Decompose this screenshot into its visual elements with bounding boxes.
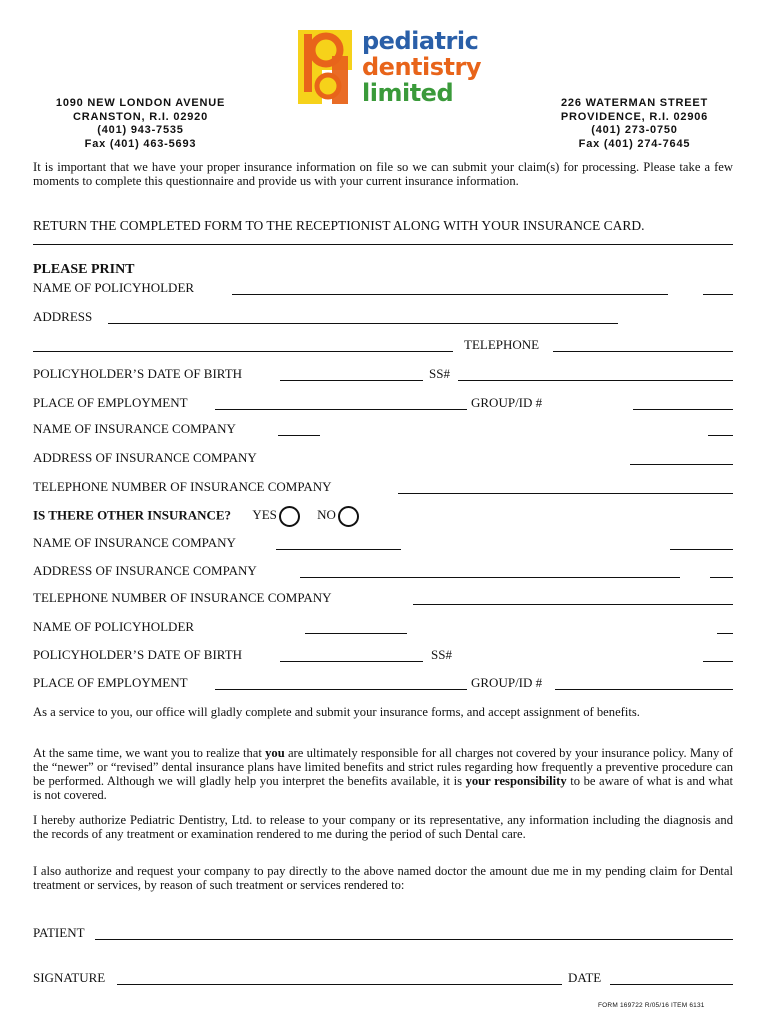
label-insurance-phone-2: TELEPHONE NUMBER OF INSURANCE COMPANY: [33, 590, 332, 605]
right-office-address: [522, 97, 747, 151]
other-insurance-row: [33, 506, 359, 527]
insurance-company-2-field-end[interactable]: [670, 549, 733, 550]
responsibility-paragraph: [33, 746, 733, 802]
patient-field[interactable]: [95, 939, 733, 940]
insurance-company-field-end[interactable]: [708, 435, 733, 436]
left-office-address: [28, 97, 253, 151]
resp-text-responsibility: your responsibility: [465, 774, 567, 788]
signature-field[interactable]: [117, 984, 562, 985]
return-note: RETURN THE COMPLETED FORM TO THE RECEPTIONIST ALONG WITH YOUR INSURANCE CARD.: [33, 218, 645, 233]
employment-2-field[interactable]: [215, 689, 467, 690]
date-field[interactable]: [610, 984, 733, 985]
dob-2-field[interactable]: [280, 661, 423, 662]
please-print-heading: PLEASE PRINT: [33, 262, 135, 277]
dob-field[interactable]: [280, 380, 423, 381]
resp-text-a: At the same time, we want you to realize that: [33, 746, 266, 760]
form-number: FORM 169722 R/05/16 ITEM 6131: [598, 1002, 705, 1009]
insurance-company-field[interactable]: [278, 435, 320, 436]
address-line: Fax (401) 463-5693: [84, 137, 197, 150]
insurance-address-field[interactable]: [630, 464, 733, 465]
label-dob: POLICYHOLDER’S DATE OF BIRTH: [33, 366, 243, 381]
label-date: DATE: [568, 970, 602, 985]
no-radio[interactable]: [338, 506, 359, 527]
employment-field[interactable]: [215, 409, 467, 410]
practice-logo: [296, 26, 496, 108]
service-paragraph: As a service to you, our office will gladly complete and submit your insurance forms, and accept assignment of benefits.: [33, 705, 640, 719]
address-line: (401) 273-0750: [591, 124, 678, 136]
yes-radio[interactable]: [279, 506, 300, 527]
insurance-address-2-field-end[interactable]: [710, 577, 733, 578]
policyholder-name-2-field-end[interactable]: [717, 633, 733, 634]
address-line: PROVIDENCE, R.I. 02906: [560, 110, 709, 123]
address-line: CRANSTON, R.I. 02920: [72, 110, 208, 123]
logo-text-pediatric: pediatric: [362, 27, 479, 55]
insurance-phone-2-field[interactable]: [413, 604, 733, 605]
label-other-insurance: IS THERE OTHER INSURANCE?: [33, 507, 232, 523]
address-line: Fax (401) 274-7645: [578, 137, 691, 150]
logo-pd-mark-icon: [296, 26, 358, 108]
address-line: 1090 NEW LONDON AVENUE: [55, 97, 226, 109]
payment-authorization-paragraph: I also authorize and request your company to pay directly to the above named doctor the amount due me in my pending claim for Dental treatment or services, by reason of such treatment or services rendered to:: [33, 864, 733, 892]
label-signature: SIGNATURE: [33, 970, 106, 985]
label-policyholder-name-2: NAME OF POLICYHOLDER: [33, 619, 195, 634]
resp-text-c: to be aware of what is and what is not covered.: [33, 774, 733, 802]
label-ss: SS#: [429, 366, 450, 381]
label-ss-2: SS#: [431, 647, 452, 662]
address-field[interactable]: [108, 323, 618, 324]
intro-paragraph: It is important that we have your proper insurance information on file so we can submit your claim(s) for processing. Please take a few moments to complete this questionnaire and provide us with your current insurance information.: [33, 160, 733, 188]
label-telephone: TELEPHONE: [464, 337, 540, 352]
group-id-2-field[interactable]: [555, 689, 733, 690]
label-dob-2: POLICYHOLDER’S DATE OF BIRTH: [33, 647, 243, 662]
label-employment: PLACE OF EMPLOYMENT: [33, 395, 188, 410]
insurance-phone-field[interactable]: [398, 493, 733, 494]
insurance-company-2-field[interactable]: [276, 549, 401, 550]
telephone-field[interactable]: [553, 351, 733, 352]
label-address: ADDRESS: [33, 309, 93, 324]
policyholder-name-field[interactable]: [232, 294, 668, 295]
ss-2-field[interactable]: [703, 661, 733, 662]
label-insurance-company-2: NAME OF INSURANCE COMPANY: [33, 535, 236, 550]
label-insurance-address-2: ADDRESS OF INSURANCE COMPANY: [33, 563, 257, 578]
address-line: 226 WATERMAN STREET: [560, 97, 708, 109]
group-id-field[interactable]: [633, 409, 733, 410]
label-insurance-phone: TELEPHONE NUMBER OF INSURANCE COMPANY: [33, 479, 332, 494]
resp-text-b: are ultimately responsible for all charges not covered by your insurance policy. Many of the “newer” or “revised” dental insurance plans have limited benefits and strict rules regarding how frequently a preventive procedure can be performed. Although we will gladly help you interpret the benefits available, it is: [33, 746, 733, 788]
insurance-address-2-field[interactable]: [300, 577, 680, 578]
label-insurance-company: NAME OF INSURANCE COMPANY: [33, 421, 236, 436]
label-patient: PATIENT: [33, 925, 85, 940]
label-yes: YES: [252, 507, 277, 523]
policyholder-name-2-field[interactable]: [305, 633, 407, 634]
policyholder-name-field-end[interactable]: [703, 294, 733, 295]
label-employment-2: PLACE OF EMPLOYMENT: [33, 675, 188, 690]
label-group-id-2: GROUP/ID #: [471, 675, 543, 690]
return-underline: [33, 244, 733, 245]
resp-text-you: you: [265, 746, 285, 760]
label-no: NO: [317, 507, 336, 523]
address-line: (401) 943-7535: [97, 124, 184, 136]
logo-text-limited: limited: [362, 79, 454, 107]
address-line2-field[interactable]: [33, 351, 453, 352]
label-policyholder-name: NAME OF POLICYHOLDER: [33, 280, 195, 295]
label-group-id: GROUP/ID #: [471, 395, 543, 410]
label-insurance-address: ADDRESS OF INSURANCE COMPANY: [33, 450, 257, 465]
release-authorization-paragraph: I hereby authorize Pediatric Dentistry, Ltd. to release to your company or its representative, any information including the diagnosis and the records of any treatment or examination rendered to me during the period of such Dental care.: [33, 813, 733, 841]
logo-text-dentistry: dentistry: [362, 53, 481, 81]
ss-field[interactable]: [458, 380, 733, 381]
